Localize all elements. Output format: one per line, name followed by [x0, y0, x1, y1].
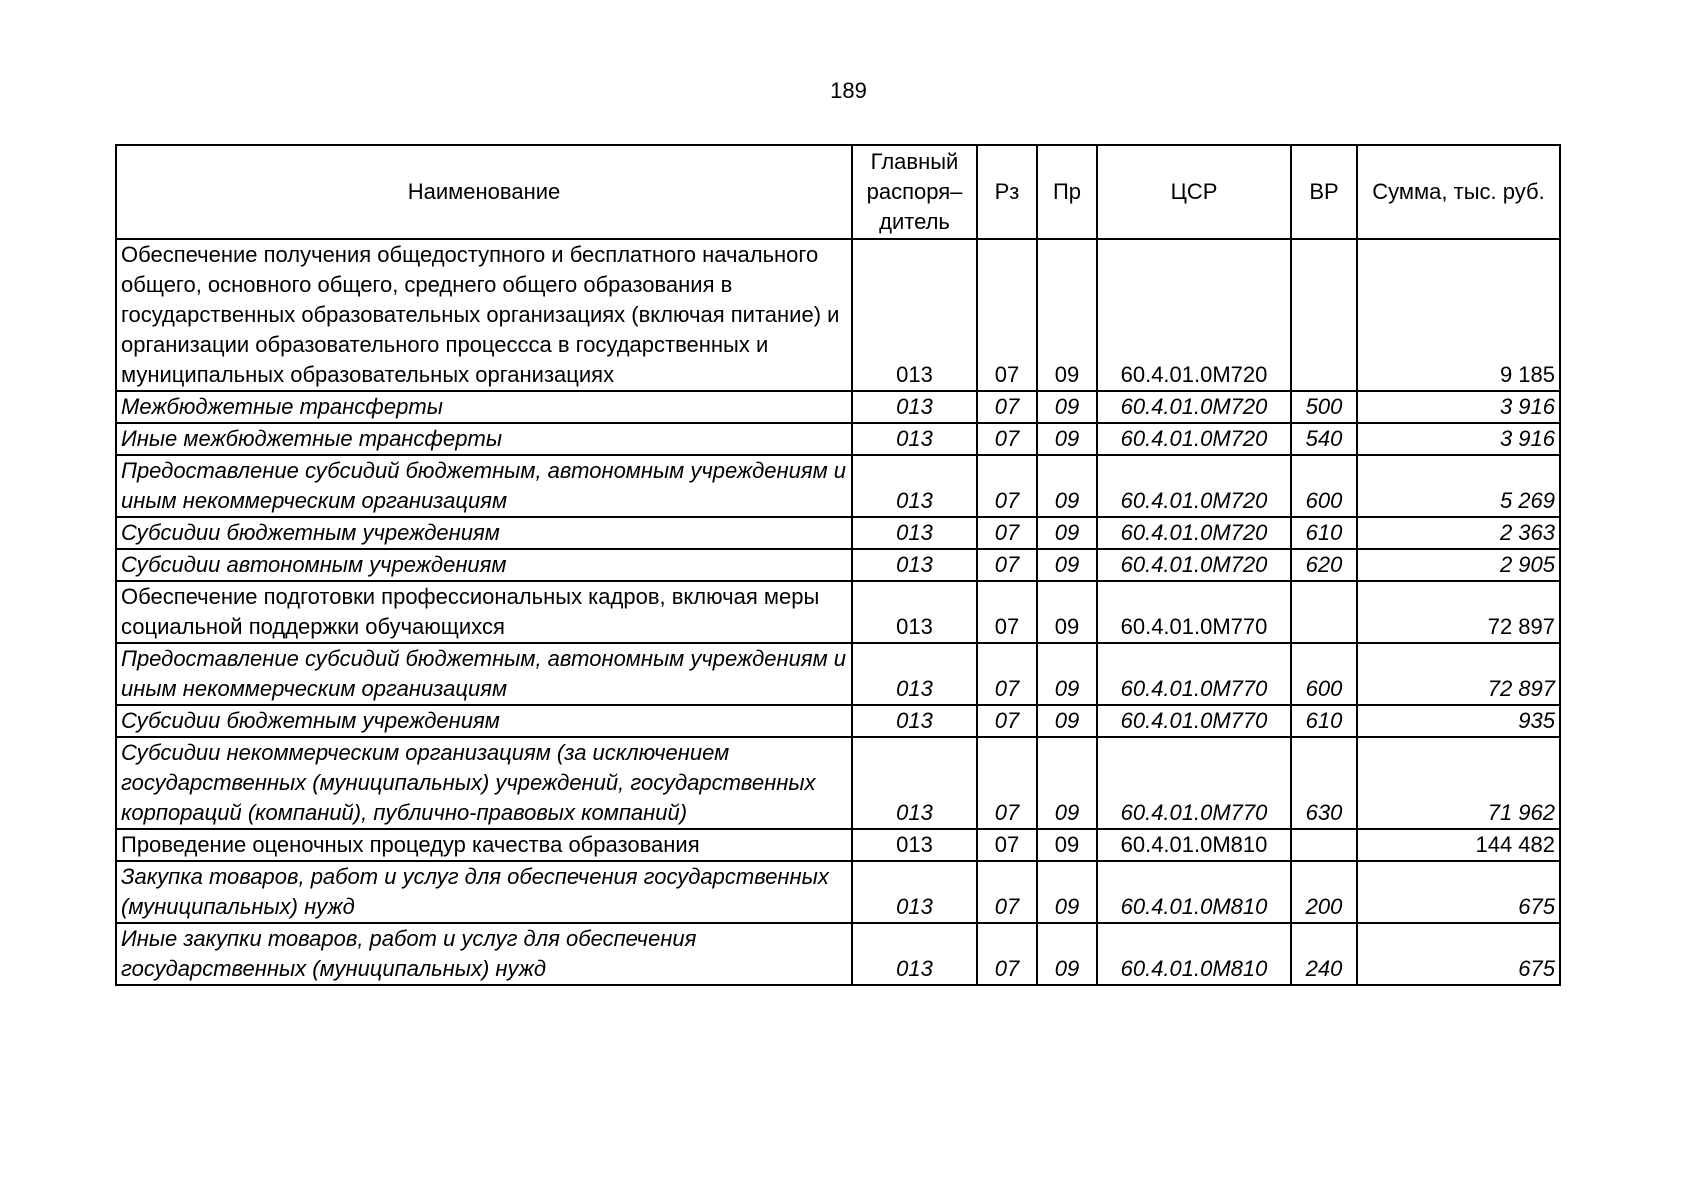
- table-row: [116, 549, 1560, 581]
- cell-pr: 09: [1037, 861, 1097, 923]
- cell-csr: 60.4.01.0М720: [1097, 455, 1291, 517]
- cell-name: Субсидии бюджетным учреждениям: [116, 517, 852, 549]
- cell-sum: 675: [1357, 861, 1560, 923]
- cell-csr: 60.4.01.0М720: [1097, 391, 1291, 423]
- cell-vr: 620: [1291, 549, 1357, 581]
- cell-sum: 72 897: [1357, 581, 1560, 643]
- cell-name: Субсидии некоммерческим организациям (за исключением государственных (муниципальных) учреждений, государственных корпораций (компаний), публично-правовых компаний): [116, 737, 852, 829]
- table-row: [116, 643, 1560, 705]
- cell-pr: 09: [1037, 391, 1097, 423]
- cell-admin: 013: [852, 549, 977, 581]
- cell-rz: 07: [977, 861, 1037, 923]
- cell-pr: 09: [1037, 737, 1097, 829]
- cell-pr: 09: [1037, 923, 1097, 985]
- table-row: [116, 391, 1560, 423]
- cell-csr: 60.4.01.0М720: [1097, 549, 1291, 581]
- cell-csr: 60.4.01.0М770: [1097, 705, 1291, 737]
- cell-vr: [1291, 581, 1357, 643]
- cell-name: Субсидии автономным учреждениям: [116, 549, 852, 581]
- cell-sum: 5 269: [1357, 455, 1560, 517]
- cell-csr: 60.4.01.0М810: [1097, 861, 1291, 923]
- cell-vr: 600: [1291, 643, 1357, 705]
- cell-csr: 60.4.01.0М770: [1097, 737, 1291, 829]
- header-rz: Рз: [977, 145, 1037, 239]
- cell-admin: 013: [852, 239, 977, 391]
- cell-csr: 60.4.01.0М720: [1097, 239, 1291, 391]
- cell-sum: 2 363: [1357, 517, 1560, 549]
- table-row: [116, 517, 1560, 549]
- cell-admin: 013: [852, 643, 977, 705]
- cell-name: Обеспечение получения общедоступного и бесплатного начального общего, основного общего, среднего общего образования в государственных образовательных организациях (включая питание) и организации образовательного процессса в государственных и муниципальных образовательных организациях: [116, 239, 852, 391]
- cell-pr: 09: [1037, 549, 1097, 581]
- header-vr: ВР: [1291, 145, 1357, 239]
- cell-vr: 200: [1291, 861, 1357, 923]
- cell-csr: 60.4.01.0М720: [1097, 423, 1291, 455]
- cell-admin: 013: [852, 923, 977, 985]
- header-sum: Сумма, тыс. руб.: [1357, 145, 1560, 239]
- table-row: [116, 581, 1560, 643]
- cell-rz: 07: [977, 455, 1037, 517]
- cell-name: Иные межбюджетные трансферты: [116, 423, 852, 455]
- budget-table: [115, 144, 1561, 986]
- table-row: [116, 423, 1560, 455]
- cell-rz: 07: [977, 517, 1037, 549]
- cell-sum: 144 482: [1357, 829, 1560, 861]
- cell-name: Субсидии бюджетным учреждениям: [116, 705, 852, 737]
- cell-csr: 60.4.01.0М770: [1097, 643, 1291, 705]
- cell-pr: 09: [1037, 517, 1097, 549]
- cell-admin: 013: [852, 581, 977, 643]
- cell-vr: 610: [1291, 517, 1357, 549]
- cell-admin: 013: [852, 829, 977, 861]
- cell-name: Проведение оценочных процедур качества образования: [116, 829, 852, 861]
- cell-rz: 07: [977, 549, 1037, 581]
- cell-admin: 013: [852, 705, 977, 737]
- cell-pr: 09: [1037, 455, 1097, 517]
- cell-rz: 07: [977, 737, 1037, 829]
- header-row: [116, 145, 1560, 239]
- cell-sum: 72 897: [1357, 643, 1560, 705]
- cell-rz: 07: [977, 581, 1037, 643]
- cell-csr: 60.4.01.0М810: [1097, 923, 1291, 985]
- header-admin: Главный распоря–дитель: [852, 145, 977, 239]
- cell-rz: 07: [977, 239, 1037, 391]
- cell-vr: 610: [1291, 705, 1357, 737]
- cell-sum: 935: [1357, 705, 1560, 737]
- cell-admin: 013: [852, 455, 977, 517]
- cell-sum: 9 185: [1357, 239, 1560, 391]
- cell-sum: 2 905: [1357, 549, 1560, 581]
- cell-admin: 013: [852, 391, 977, 423]
- cell-csr: 60.4.01.0М810: [1097, 829, 1291, 861]
- cell-admin: 013: [852, 517, 977, 549]
- cell-admin: 013: [852, 737, 977, 829]
- cell-sum: 71 962: [1357, 737, 1560, 829]
- header-pr: Пр: [1037, 145, 1097, 239]
- cell-admin: 013: [852, 861, 977, 923]
- cell-vr: 600: [1291, 455, 1357, 517]
- cell-rz: 07: [977, 923, 1037, 985]
- header-csr: ЦСР: [1097, 145, 1291, 239]
- cell-vr: 540: [1291, 423, 1357, 455]
- cell-name: Межбюджетные трансферты: [116, 391, 852, 423]
- table-header: [116, 145, 1560, 239]
- cell-sum: 675: [1357, 923, 1560, 985]
- cell-name: Иные закупки товаров, работ и услуг для обеспечения государственных (муниципальных) нужд: [116, 923, 852, 985]
- cell-rz: 07: [977, 391, 1037, 423]
- page-number: 189: [830, 78, 867, 103]
- cell-csr: 60.4.01.0М720: [1097, 517, 1291, 549]
- cell-pr: 09: [1037, 829, 1097, 861]
- cell-pr: 09: [1037, 643, 1097, 705]
- table-row: [116, 455, 1560, 517]
- table-row: [116, 737, 1560, 829]
- cell-rz: 07: [977, 829, 1037, 861]
- cell-vr: 240: [1291, 923, 1357, 985]
- table-row: [116, 239, 1560, 391]
- header-name: Наименование: [116, 145, 852, 239]
- cell-rz: 07: [977, 423, 1037, 455]
- cell-name: Предоставление субсидий бюджетным, автономным учреждениям и иным некоммерческим организациям: [116, 455, 852, 517]
- cell-vr: 630: [1291, 737, 1357, 829]
- cell-pr: 09: [1037, 239, 1097, 391]
- table-row: [116, 829, 1560, 861]
- cell-vr: 500: [1291, 391, 1357, 423]
- cell-rz: 07: [977, 643, 1037, 705]
- cell-vr: [1291, 239, 1357, 391]
- table-body: [116, 239, 1560, 985]
- cell-admin: 013: [852, 423, 977, 455]
- cell-pr: 09: [1037, 705, 1097, 737]
- cell-pr: 09: [1037, 581, 1097, 643]
- table-row: [116, 923, 1560, 985]
- cell-vr: [1291, 829, 1357, 861]
- table-row: [116, 861, 1560, 923]
- cell-pr: 09: [1037, 423, 1097, 455]
- cell-name: Обеспечение подготовки профессиональных кадров, включая меры социальной поддержки обучающихся: [116, 581, 852, 643]
- table-row: [116, 705, 1560, 737]
- cell-sum: 3 916: [1357, 391, 1560, 423]
- cell-name: Закупка товаров, работ и услуг для обеспечения государственных (муниципальных) нужд: [116, 861, 852, 923]
- cell-sum: 3 916: [1357, 423, 1560, 455]
- cell-csr: 60.4.01.0М770: [1097, 581, 1291, 643]
- cell-name: Предоставление субсидий бюджетным, автономным учреждениям и иным некоммерческим организациям: [116, 643, 852, 705]
- cell-rz: 07: [977, 705, 1037, 737]
